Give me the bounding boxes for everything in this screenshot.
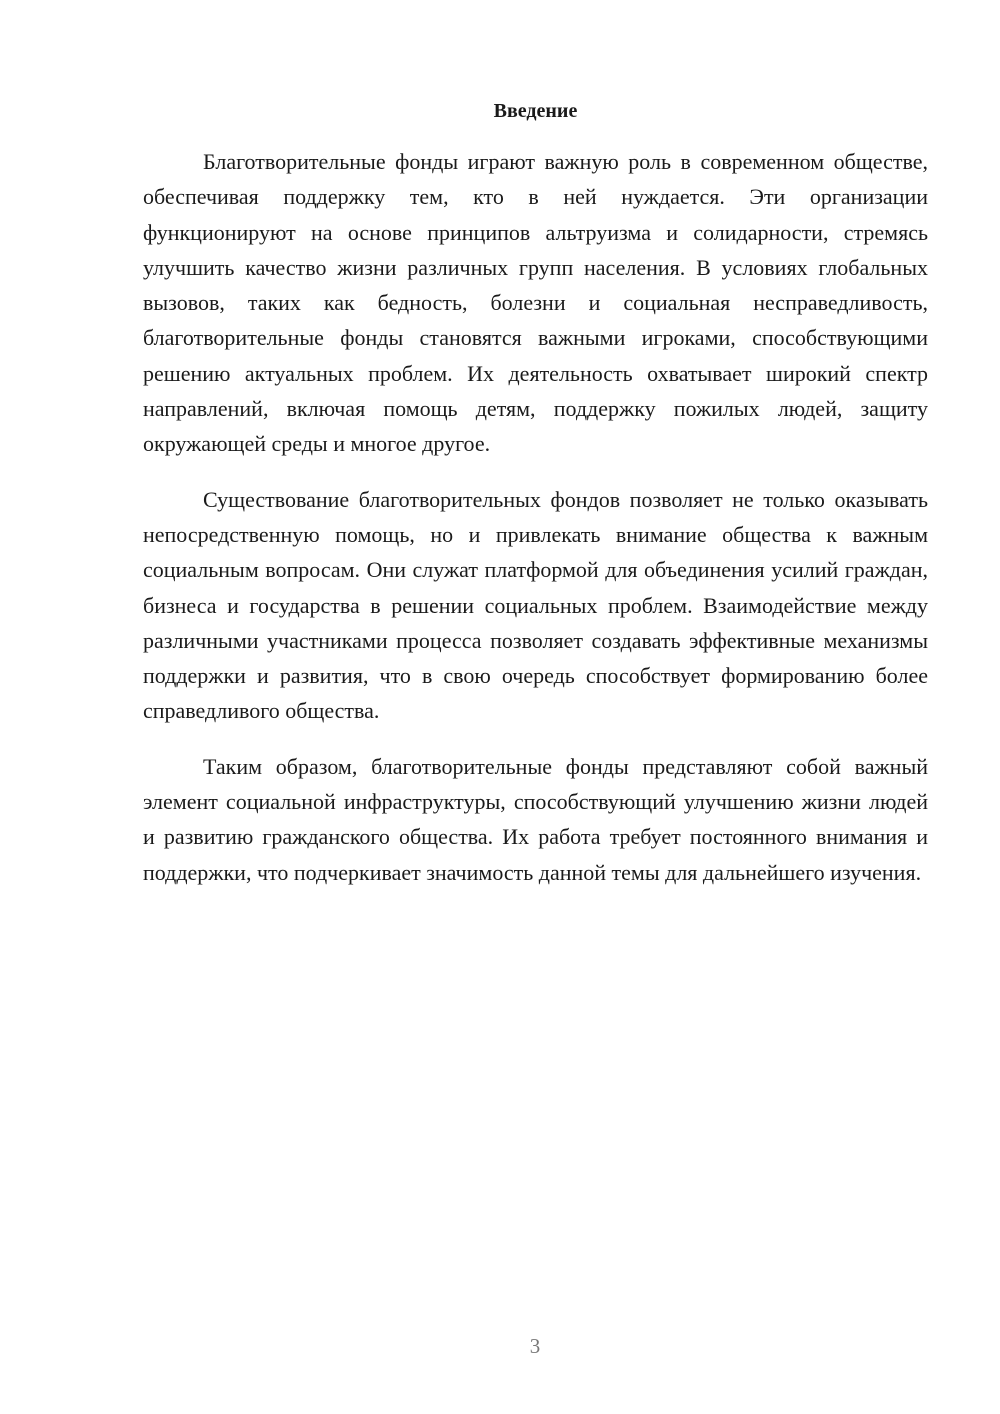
page-number: 3 bbox=[529, 1334, 541, 1358]
section-heading: Введение bbox=[493, 100, 578, 122]
page-content bbox=[143, 95, 928, 910]
paragraph-3: Таким образом, благотворительные фонды представляют собой важный элемент социальной инфраструктуры, способствующий улучшению жизни людей и развитию гражданского общества. Их работа требует постоянного внимания и поддержки, что подчеркивает значимость данной темы для дальнейшего изучения. bbox=[143, 753, 928, 885]
paragraph-2: Существование благотворительных фондов позволяет не только оказывать непосредственную помощь, но и привлекать внимание общества к важным социальным вопросам. Они служат платформой для объединения усилий граждан, бизнеса и государства в решении социальных проблем. Взаимодействие между различными участниками процесса позволяет создавать эффективные механизмы поддержки и развития, что в свою очередь способствует формированию более справедливого общества. bbox=[143, 486, 928, 724]
paragraph-1: Благотворительные фонды играют важную роль в современном обществе, обеспечивая поддержку тем, кто в ней нуждается. Эти организации функционируют на основе принципов альтруизма и солидарности, стремясь улучшить качество жизни различных групп населения. В условиях глобальных вызовов, таких как бедность, болезни и социальная несправедливость, благотворительные фонды становятся важными игроками, способствующими решению актуальных проблем. Их деятельность охватывает широкий спектр направлений, включая помощь детям, поддержку пожилых людей, защиту окружающей среды и многое другое. bbox=[143, 149, 928, 457]
